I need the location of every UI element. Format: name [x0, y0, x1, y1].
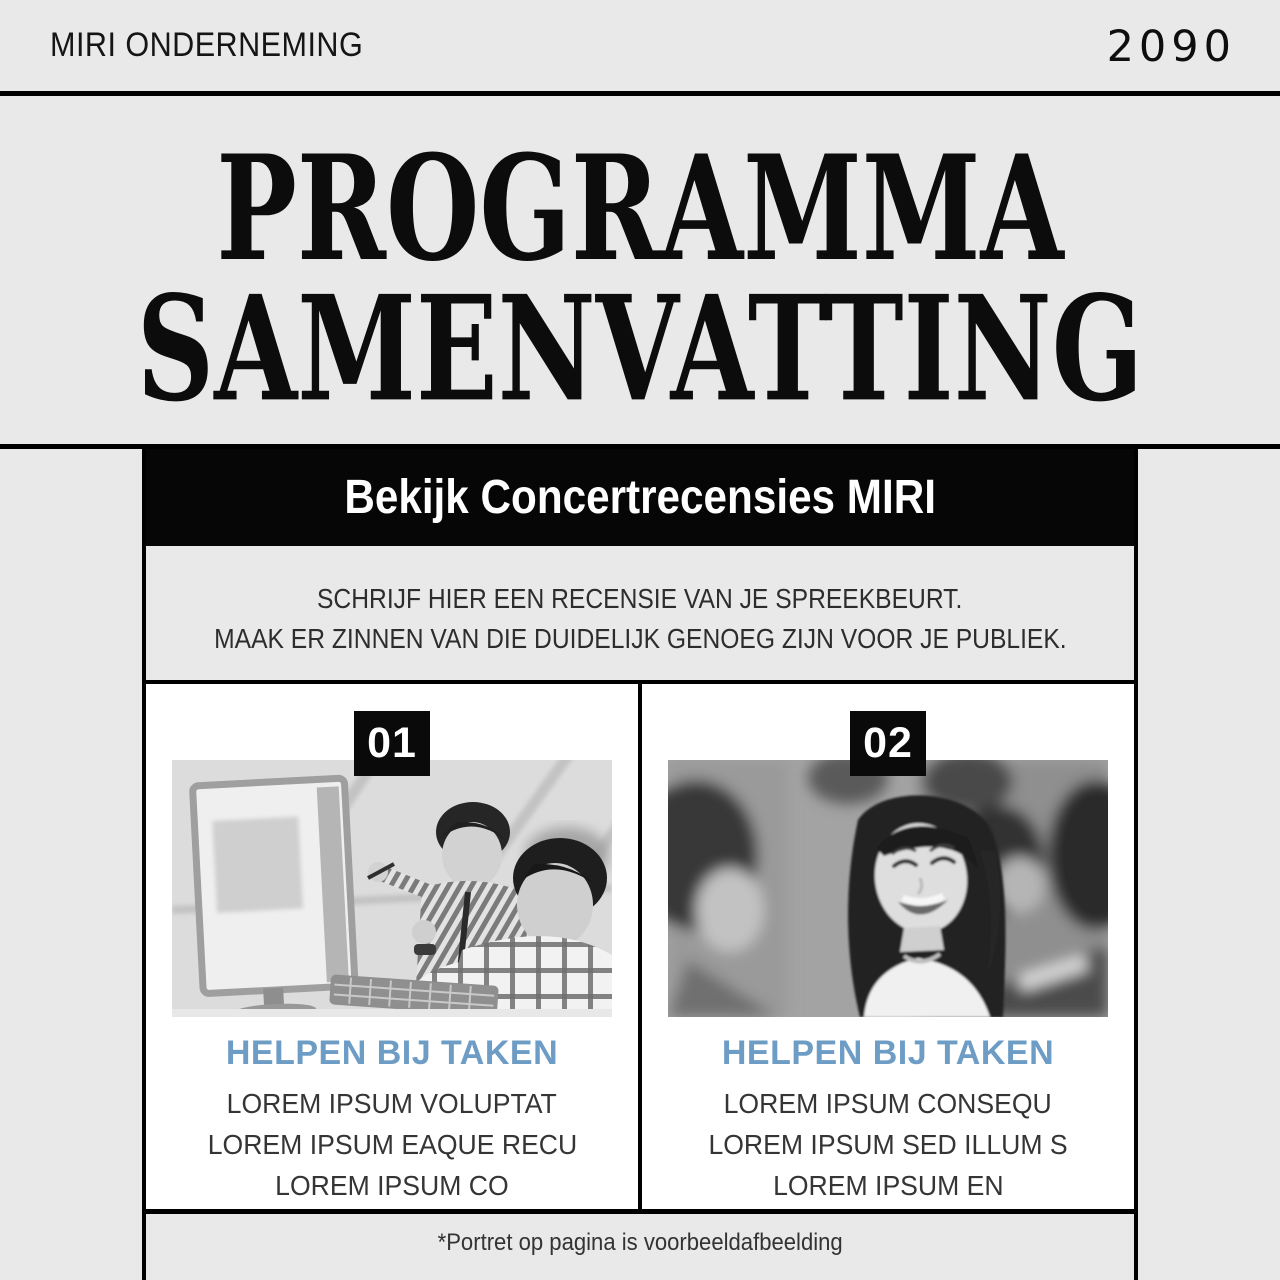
card-02-line-3: LOREM IPSUM EN — [772, 1170, 1004, 1201]
smiling-students-illustration — [668, 760, 1108, 1017]
card-02-heading: HELPEN BIJ TAKEN — [721, 1034, 1055, 1072]
students-at-monitor-photo — [172, 760, 612, 1017]
year-label: 2090 — [1106, 22, 1236, 72]
page-title — [128, 122, 1152, 434]
card-02-line-1: LOREM IPSUM CONSEQU — [723, 1088, 1053, 1119]
footer-section — [146, 1214, 1134, 1280]
card-02-number-badge: 02 — [850, 711, 926, 776]
students-at-monitor-illustration — [172, 760, 612, 1017]
page-title-line1: PROGRAMMA — [216, 122, 1064, 294]
smiling-students-photo — [668, 760, 1108, 1017]
intro-line-1: SCHRIJF HIER EEN RECENSIE VAN JE SPREEKBEURT. — [317, 583, 963, 614]
card-01-line-1: LOREM IPSUM VOLUPTAT — [226, 1088, 558, 1119]
top-divider — [0, 91, 1280, 96]
brand-text: MIRI ONDERNEMING — [50, 26, 364, 64]
card-01-heading: HELPEN BIJ TAKEN — [225, 1034, 559, 1072]
intro-section — [146, 546, 1134, 684]
content-column — [142, 449, 1138, 1280]
card-01-number-badge: 01 — [354, 711, 430, 776]
page-title-line2: SAMENVATTING — [136, 263, 1144, 434]
card-02-line-2: LOREM IPSUM SED ILLUM S — [708, 1129, 1068, 1160]
card-02-body — [642, 1083, 1134, 1206]
card-01 — [146, 684, 638, 1209]
footer-note: *Portret op pagina is voorbeeldafbeelding — [437, 1229, 843, 1256]
card-01-line-3: LOREM IPSUM CO — [275, 1170, 509, 1201]
intro-line-2: MAAK ER ZINNEN VAN DIE DUIDELIJK GENOEG ZIJN VOOR JE PUBLIEK. — [213, 623, 1067, 654]
card-01-line-2: LOREM IPSUM EAQUE RECU — [207, 1129, 577, 1160]
card-02 — [638, 684, 1134, 1209]
brand-label — [50, 26, 398, 65]
banner-title: Bekijk Concertrecensies MIRI — [344, 471, 936, 524]
cards-section — [146, 684, 1134, 1214]
section-banner — [146, 449, 1134, 546]
card-01-body — [146, 1083, 638, 1206]
